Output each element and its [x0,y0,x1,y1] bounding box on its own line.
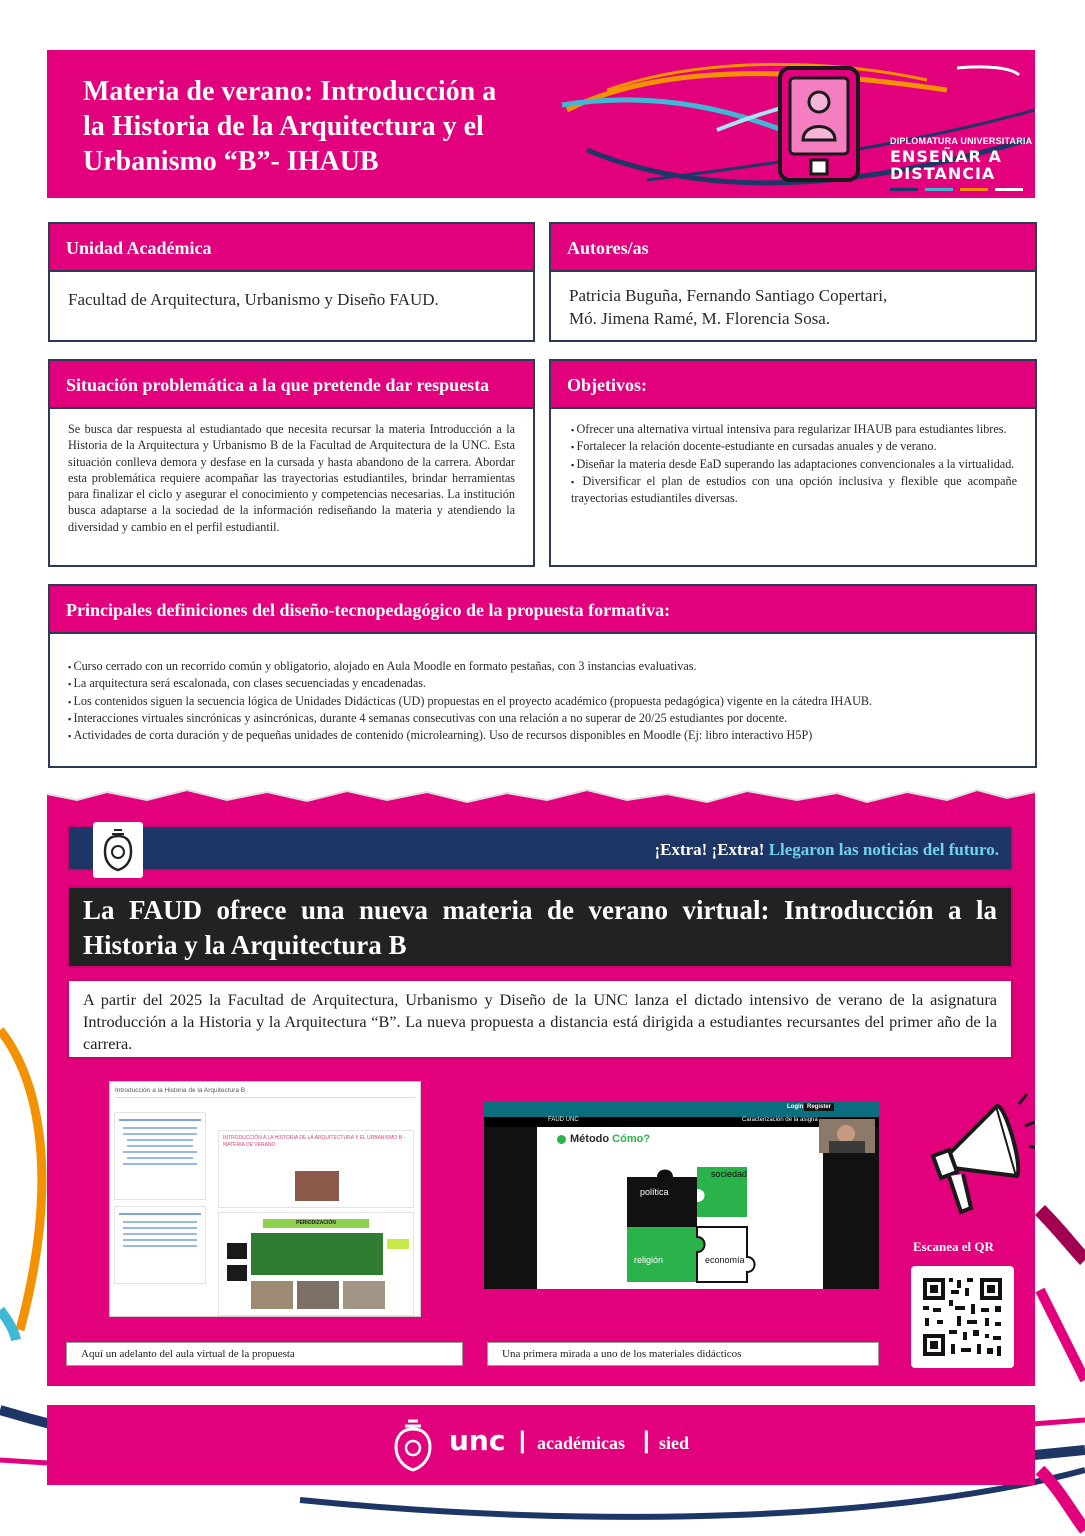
moodle-timeline-banner: PERIODIZACIÓN [263,1219,369,1228]
video-login-button[interactable]: Login [787,1104,804,1110]
news-section [47,778,1035,1386]
objetivo-item: ▪ Diseñar la materia desde EaD superando las adaptaciones convencionales a la virtualidad. [569,456,1017,473]
footer [47,1405,1035,1485]
situacion-text: Se busca dar respuesta al estudiantado que necesita recursar la materia Introducción a la Historia de la Arquitectura y Urbanismo B de la Facultad de Arquitectura de la UNC. Esta situación conlleva demora y desfase en la cursada y hasta abandono de la carrera. Abordar esta problemática requiere acompañar las trayectorias estudiantiles, brindar herramientas para finalizar el ciclo y asegurar el conocimiento y competencias necesarias. La institución busca adaptarse a la sociedad de la información rediseñando la materia y atendiendo la diversidad y cambio en el perfil estudiantil. [68,422,515,534]
puzzle-religion: religión [634,1255,664,1265]
definicion-item: ▪ Curso cerrado con un recorrido común y obligatorio, alojado en Aula Moodle en formato pestañas, con 3 instancias evaluativas. [66,658,1017,675]
unidad-academica-box [48,222,535,342]
program-subtitle: DIPLOMATURA UNIVERSITARIA [890,136,1033,146]
presenter-video [819,1119,875,1153]
qr-code[interactable] [911,1266,1014,1368]
video-slide [537,1127,823,1289]
situacion-heading: Situación problemática a la que pretende dar respuesta [50,361,533,409]
footer-academicas: académicas [537,1433,625,1453]
caption-video: Una primera mirada a uno de los materiales didácticos [487,1342,879,1366]
video-screenshot [484,1101,879,1289]
moodle-course-heading: INTRODUCCIÓN A LA HISTORIA DE LA ARQUITECTURA Y EL URBANISMO B - MATERIA DE VERANO [223,1135,406,1148]
qr-label: Escanea el QR [913,1239,994,1254]
slide-metodo: Método [570,1133,610,1145]
torn-paper-edge [47,778,1035,810]
autores-box [549,222,1037,342]
definicion-item: ▪ Actividades de corta duración y de pequeñas unidades de contenido (microlearning). Uso de recursos disponibles en Moodle (Ej: libro interactivo H5P) [66,727,1017,744]
objetivos-box [549,359,1037,567]
slide-como: Cómo? [612,1133,651,1145]
autores-heading: Autores/as [551,224,1035,272]
poster-title: Materia de verano: Introducción a la Historia de la Arquitectura y el Urbanismo “B”- IHAUB [83,76,497,177]
definiciones-heading: Principales definiciones del diseño-tecnopedagógico de la propuesta formativa: [50,586,1035,634]
moodle-course-card [218,1130,414,1208]
puzzle-economia: economía [705,1255,745,1265]
slide-title [557,1133,650,1145]
objetivo-item: ▪ Diversificar el plan de estudios con una opción inclusiva y flexible que acompañe trayectorias estudiantiles diversas. [569,473,1017,507]
unidad-academica-heading: Unidad Académica [50,224,533,272]
definiciones-list [50,634,1035,758]
footer-divider: | [519,1427,526,1454]
unc-shield-icon [390,1415,436,1475]
objetivo-item: ▪ Ofrecer una alternativa virtual intensiva para regularizar IHAUB para estudiantes libres. [569,421,1017,438]
moodle-video-thumbnail [295,1171,339,1201]
moodle-screenshot [109,1081,421,1317]
puzzle-illustration [617,1157,777,1287]
objetivos-heading: Objetivos: [551,361,1035,409]
program-title: ENSEÑAR A DISTANCIA [890,147,1002,183]
extra-banner-text [654,840,999,860]
extra-text: ¡Extra! ¡Extra! [654,840,765,859]
unidad-academica-text: Facultad de Arquitectura, Urbanismo y Diseño FAUD. [68,290,439,309]
caption-moodle: Aquí un adelanto del aula virtual de la propuesta [66,1342,463,1366]
definicion-item: ▪ Interacciones virtuales sincrónicas y asincrónicas, durante 4 semanas consecutivas con una relación a no superar de 20/25 estudiantes por docente. [66,710,1017,727]
news-banner [67,825,1013,871]
situacion-box [48,359,535,567]
news-lead: A partir del 2025 la Facultad de Arquitectura, Urbanismo y Diseño de la UNC lanza el dictado intensivo de verano de la asignatura Introducción a la Historia y la Arquitectura “B”. La nueva propuesta a distancia está dirigida a estudiantes recursantes del primer año de la carrera. [67,979,1013,1059]
moodle-timeline-card [218,1212,414,1316]
unc-shield-logo [93,822,143,878]
moodle-course-title: Introducción a la Historia de la Arquitectura B [115,1087,246,1094]
news-headline: La FAUD ofrece una nueva materia de verano virtual: Introducción a la Historia y la Arquitectura B [67,886,1013,968]
objetivos-list [551,409,1035,520]
video-register-button[interactable]: Register [804,1103,834,1111]
video-top-bar [484,1101,879,1117]
future-news-text: Llegaron las noticias del futuro. [768,840,999,859]
objetivo-item: ▪ Fortalecer la relación docente-estudiante en cursadas anuales y de verano. [569,438,1017,455]
puzzle-sociedad: sociedad [711,1169,748,1179]
autores-line-2: Mó. Jimena Ramé, M. Florencia Sosa. [569,309,831,328]
video-brand: FAUD UNC [548,1117,579,1123]
puzzle-politica: política [640,1187,669,1197]
autores-line-1: Patricia Buguña, Fernando Santiago Copertari, [569,286,888,305]
poster-header [47,50,1035,198]
footer-divider: | [643,1427,650,1454]
footer-sied: sied [659,1433,690,1453]
footer-brand: unc [449,1424,506,1457]
definiciones-box [48,584,1037,768]
video-right-label: Caracterización de la asigna [742,1117,818,1123]
definicion-item: ▪ La arquitectura será escalonada, con clases secuenciadas y encadenadas. [66,675,1017,692]
definicion-item: ▪ Los contenidos siguen la secuencia lógica de Unidades Didácticas (UD) propuestas en el proyecto académico (propuesta pedagógica) vigente en la cátedra IHAUB. [66,693,1017,710]
moodle-nav-block [114,1112,206,1200]
bullet-icon [557,1135,566,1144]
megaphone-icon [927,1086,1035,1216]
moodle-admin-block [114,1206,206,1284]
